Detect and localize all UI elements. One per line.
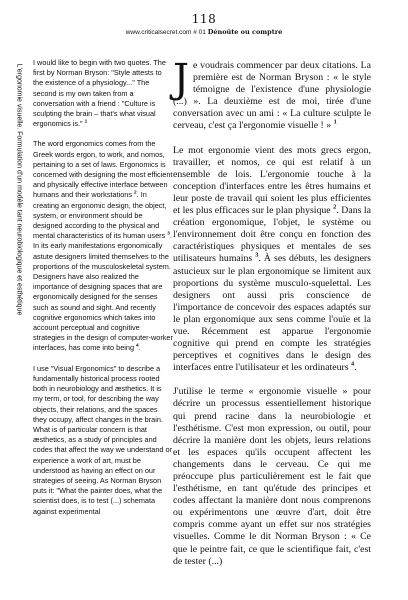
- footnote-ref: 4: [351, 360, 355, 368]
- running-title-text: L'ergonomie visuelle. Formulation d'un modèle tant neurobiologique et esthétique: [15, 63, 23, 315]
- page-header: [0, 12, 408, 36]
- english-paragraph-2: [33, 139, 173, 353]
- footnote-ref: 3: [167, 231, 170, 237]
- french-paragraph-2: [173, 145, 371, 375]
- english-p2-text-a: The word ergonomics comes from the Greek words ergon, to work, and nomos, pertaining to a set of laws. Ergonomics is concerned with designing the most efficient and physically effective interface between humans and their workstations: [33, 139, 173, 200]
- french-column: [173, 56, 371, 580]
- footnote-ref: 2: [333, 203, 337, 211]
- french-paragraph-3: J'utilise le terme « ergonomie visuelle » pour décrire un processus essentiellement historique qui prend racine dans la neurobiologie et l'esthétisme. C'est mon expression, ou outil, pour décrire la manière dont les objets, leurs relations et les espaces qu'ils occupent affectent les changements dans le cerveau. Ce qui me préoccupe plus particulièrement est le fait que l'esthétisme, en tant qu'étude des principes et codes affectant la manière dont nous comprenons ou expérimentons une œuvre d'art, doit être compris comme ayant un effet sur nos stratégies visuelles. Comme le dit Norman Bryson : « Ce que le peintre fait, ce que le scientifique fait, c'est de tester (...): [173, 386, 371, 567]
- french-p2-text-d: .: [354, 362, 357, 374]
- page-number: 118: [191, 12, 217, 26]
- french-paragraph-1: [173, 56, 371, 133]
- footnote-ref: 3: [255, 252, 259, 260]
- footnote-ref: 1: [84, 119, 88, 125]
- english-paragraph-1: [33, 58, 173, 129]
- english-p1-text: I would like to begin with two quotes. The first by Norman Bryson: "Style attests to the existence of a physiology..." The second is my own taken from a conversation with a friend : "Culture is sculpting the brain – that's what visual ergonomics is.": [33, 58, 166, 129]
- french-p2-text-b: . Dans la création ergonomique, l'objet, le système ou l'environnement doit être conçu en fonction des caractéristiques physiques et mentales de ses utilisateurs humains: [173, 205, 371, 265]
- english-column: [33, 58, 173, 527]
- footnote-ref: 1: [333, 119, 337, 127]
- english-p2-text-c: . In its early manifestations ergonomically astute designers limited themselves to the proportions of the musculoskeletal system. Designers have also realized the importance of designing spaces that are ergonomically designed for the senses such as sound and sight. And recently cognitive ergonomics which takes into account perceptual and cognitive strategies in the design of computer-worker interfaces, has come into being: [33, 231, 173, 353]
- side-running-title: [14, 24, 24, 354]
- drop-cap: J: [173, 56, 190, 102]
- english-p2-text-b: . In creating an ergonomic design, the object, system, or environment should be designed according to the physical and mental characteristics of its human users: [33, 190, 167, 241]
- site-url: www.criticalsecret.com # 01: [125, 29, 206, 36]
- french-p2-text-a: Le mot ergonomie vient des mots grecs ergon, travailler, et nomos, ce qui est relatif à un ensemble de lois. L'ergonomie touche à la conception d'interfaces entre les êtres humains et leur poste de travail qui soient les plus efficientes et les plus efficaces sur le plan physique: [173, 144, 371, 217]
- french-p1-text: e voudrais commencer par deux citations. La première est de Norman Bryson : « le style témoigne de l'existence d'une physiologie (...) ». La deuxième est de moi, tirée d'une conversation avec un ami : « La culture sculpte le cerveau, c'est ça l'ergonomie visuelle ! »: [173, 60, 371, 132]
- footnote-ref: 2: [134, 191, 137, 197]
- english-paragraph-3: I use "Visual Ergonomics" to describe a fundamentally historical process rooted both in neurobiology and æsthetics. It is my term, or tool, for describing the way objects, their relations, and the spaces they occupy, affect changes in the brain. What is of particular concern is that æsthetics, as a study of principles and codes that affect the way we understand or experience a work of art, must be understood as having an effect on our strategies of seeing. As Norman Bryson puts it: "What the painter does, what the scientist does, is to test (...) schemata against experimental: [33, 363, 172, 516]
- french-p2-text-c: . À ses débuts, les designers astucieux sur le plan ergonomique se limitent aux proportions du système musculo-squelettal. Les designers ont aussi pris conscience de l'importance de concevoir des espaces adaptés sur le plan ergonomique aux sens comme l'ouïe et la vue. Récemment est apparue l'ergonomie cognitive qui prend en compte les stratégies perceptives et cognitives dans le design des interfaces entre l'utilisateur et les ordinateurs: [173, 253, 371, 374]
- english-p2-text-d: .: [138, 343, 141, 353]
- publication-title: Dénoûte ou comptre: [207, 28, 283, 36]
- header-subline: [0, 28, 408, 36]
- footnote-ref: 4: [136, 344, 139, 350]
